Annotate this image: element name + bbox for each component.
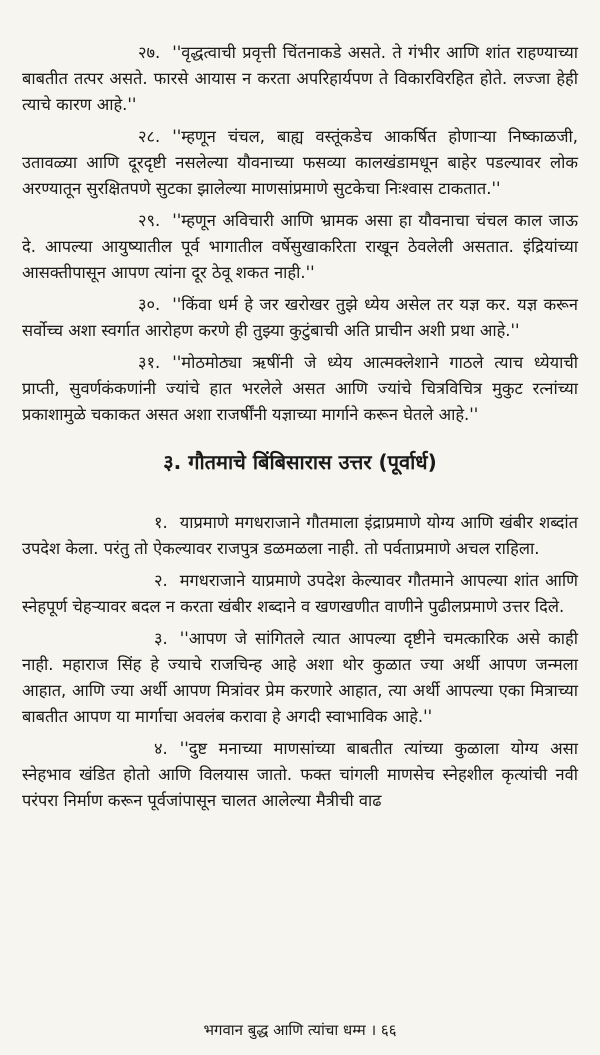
verse-number: ४.	[154, 739, 168, 758]
paragraph-30	[22, 292, 578, 344]
paragraph-text: ''मोठमोठ्या ऋषींनी जे ध्येय आत्मक्लेशाने गाठले त्याच ध्येयाची प्राप्ती, सुवर्णकंकणांनी ज्यांचे हात भरलेले असत आणि ज्यांचे चित्रविचित्र मुकुट रत्नांच्या प्रकाशामुळे चकाकत असत अशा राजर्षींनी यज्ञाच्या मार्गाने करून घेतले आहे.''	[22, 353, 578, 424]
paragraph-31	[22, 350, 578, 428]
verse-number: ३०.	[138, 295, 161, 314]
paragraph-4	[22, 736, 578, 814]
page-footer: भगवान बुद्ध आणि त्यांचा धम्म । ६६	[203, 1021, 397, 1039]
verse-number: २.	[154, 571, 168, 590]
verse-number: १.	[154, 513, 168, 532]
paragraph-text: ''किंवा धर्म हे जर खरोखर तुझे ध्येय असेल तर यज्ञ कर. यज्ञ करून सर्वोच्च अशा स्वर्गात आरोहण करणे ही तुझ्या कुटुंबाची अति प्राचीन अशी प्रथा आहे.''	[22, 295, 578, 340]
chapter-heading: ३. गौतमाचे बिंबिसारास उत्तर (पूर्वार्ध)	[163, 450, 437, 474]
paragraph-28	[22, 124, 578, 202]
section-verses-1-4	[22, 510, 578, 814]
paragraph-2	[22, 568, 578, 620]
paragraph-text: ''दुष्ट मनाच्या माणसांच्या बाबतीत त्यांच्या कुळाला योग्य असा स्नेहभाव खंडित होतो आणि विलयास जातो. फक्त चांगली माणसेच स्नेहशील कृत्यांची नवी परंपरा निर्माण करून पूर्वजांपासून चालत आलेल्या मैत्रीची वाढ	[22, 739, 578, 810]
section-verses-27-31	[22, 40, 578, 428]
paragraph-29	[22, 208, 578, 286]
paragraph-27	[22, 40, 578, 118]
verse-number: २९.	[138, 211, 161, 230]
paragraph-text: ''आपण जे सांगितले त्यात आपल्या दृष्टीने चमत्कारिक असे काही नाही. महाराज सिंह हे ज्याचे राजचिन्ह आहे अशा थोर कुळात ज्या अर्थी आपण जन्मला आहात, आणि ज्या अर्थी आपण मित्रांवर प्रेम करणारे आहात, त्या अर्थी आपल्या एका मित्राच्या बाबतीत आपण या मार्गाचा अवलंब करावा हे अगदी स्वाभाविक आहे.''	[22, 629, 578, 726]
paragraph-text: ''म्हणून चंचल, बाह्य वस्तूंकडेच आकर्षित होणाऱ्या निष्काळजी, उतावळ्या आणि दूरदृष्टी नसलेल्या यौवनाच्या फसव्या कालखंडामधून बाहेर पडल्यावर लोक अरण्यातून सुरक्षितपणे सुटका झालेल्या माणसांप्रमाणे सुटकेचा निःश्वास टाकतात.''	[22, 127, 578, 198]
verse-number: २८.	[138, 127, 161, 146]
verse-number: ३१.	[138, 353, 161, 372]
paragraph-text: ''म्हणून अविचारी आणि भ्रामक असा हा यौवनाचा चंचल काल जाऊ दे. आपल्या आयुष्यातील पूर्व भागातील वर्षेसुखाकरिता राखून ठेवलेली असतात. इंद्रियांच्या आसक्तीपासून आपण त्यांना दूर ठेवू शकत नाही.''	[22, 211, 578, 282]
paragraph-3	[22, 626, 578, 730]
verse-number: २७.	[138, 43, 161, 62]
paragraph-1	[22, 510, 578, 562]
paragraph-text: मगधराजाने याप्रमाणे उपदेश केल्यावर गौतमाने आपल्या शांत आणि स्नेहपूर्ण चेहऱ्यावर बदल न करता खंबीर शब्दाने व खणखणीत वाणीने पुढीलप्रमाणे उत्तर दिले.	[22, 571, 578, 616]
verse-number: ३.	[154, 629, 168, 648]
paragraph-text: याप्रमाणे मगधराजाने गौतमाला इंद्राप्रमाणे योग्य आणि खंबीर शब्दांत उपदेश केला. परंतु तो ऐकल्यावर राजपुत्र डळमळला नाही. तो पर्वताप्रमाणे अचल राहिला.	[22, 513, 578, 558]
paragraph-text: ''वृद्धत्वाची प्रवृत्ती चिंतनाकडे असते. ते गंभीर आणि शांत राहण्याच्या बाबतीत तत्पर असते. फारसे आयास न करता अपरिहार्यपण ते विकारविरहित होते. लज्जा हेही त्याचे कारण आहे.''	[22, 43, 578, 114]
